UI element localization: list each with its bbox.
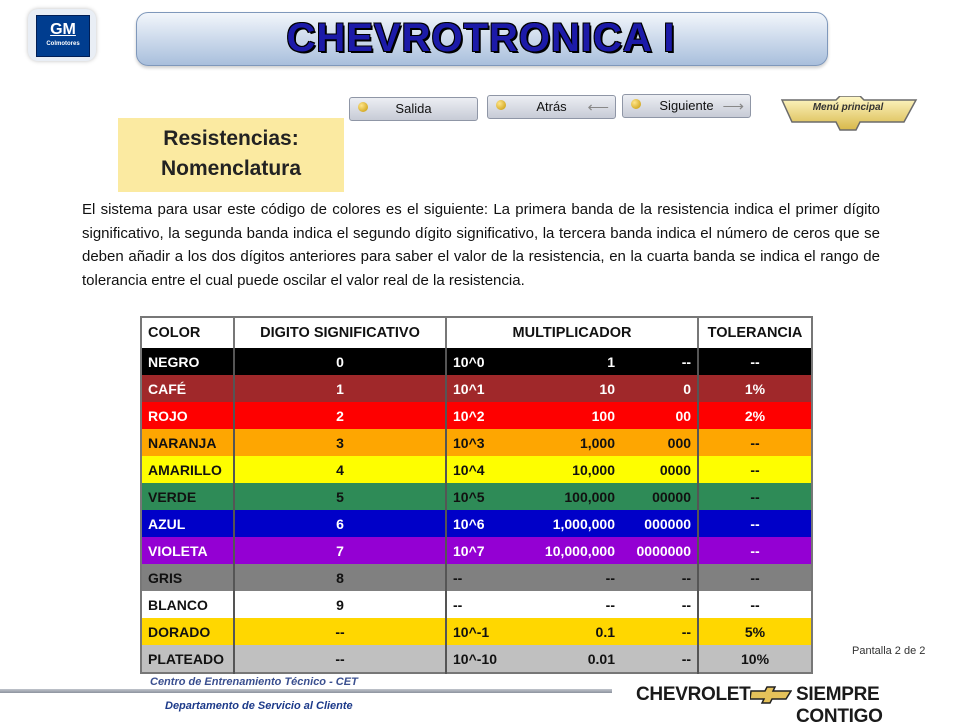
siguiente-label: Siguiente — [659, 98, 714, 113]
table-row — [141, 348, 812, 375]
cell-val: 1,000,000 — [552, 515, 615, 532]
cell-digito: -- — [234, 618, 446, 645]
table-body — [141, 348, 812, 673]
cell-color: NEGRO — [148, 353, 200, 370]
cell-tol: -- — [698, 510, 812, 537]
cell-digito: 9 — [234, 591, 446, 618]
cell-color: BLANCO — [148, 596, 208, 613]
cell-pow: 10^1 — [446, 375, 517, 402]
gm-logo-text: GM — [50, 21, 76, 38]
cell-digito: 0 — [234, 348, 446, 375]
cell-digito: 5 — [234, 483, 446, 510]
footer-departamento: Departamento de Servicio al Cliente — [165, 700, 353, 712]
cell-pow: 10^2 — [446, 402, 517, 429]
cell-digito: 8 — [234, 564, 446, 591]
table-row — [141, 591, 812, 618]
gm-logo-subtext: Colmotores — [46, 41, 80, 47]
color-code-table — [140, 316, 813, 674]
cell-zeros: -- — [681, 353, 692, 370]
cell-zeros: 00000 — [652, 488, 692, 505]
cell-pow: 10^4 — [446, 456, 517, 483]
arrow-left-icon: ⟵ — [587, 99, 609, 116]
cell-tol: 5% — [698, 618, 812, 645]
brand-left: CHEVROLET — [636, 684, 751, 705]
cell-color: VIOLETA — [148, 542, 208, 559]
cell-color: CAFÉ — [148, 380, 187, 397]
table-header-row — [141, 317, 812, 348]
cell-color: GRIS — [148, 569, 183, 586]
cell-pow: 10^-1 — [446, 618, 517, 645]
table-row — [141, 456, 812, 483]
cell-zeros: -- — [681, 650, 692, 667]
cell-zeros: -- — [681, 569, 692, 586]
section-heading — [118, 118, 344, 192]
cell-pow: 10^7 — [446, 537, 517, 564]
cell-val: 0.01 — [587, 650, 615, 667]
cell-pow: -- — [446, 591, 517, 618]
cell-tol: -- — [698, 348, 812, 375]
table-row — [141, 564, 812, 591]
cell-val: 10,000 — [572, 461, 615, 478]
cell-zeros: 0 — [683, 380, 692, 397]
footer-cet: Centro de Entrenamiento Técnico - CET — [150, 676, 358, 688]
cell-val: 100 — [591, 407, 615, 424]
footer-divider — [0, 689, 612, 693]
table-row — [141, 429, 812, 456]
cell-zeros: 000000 — [644, 515, 692, 532]
cell-digito: 3 — [234, 429, 446, 456]
atras-label: Atrás — [536, 99, 567, 114]
header-tolerancia: TOLERANCIA — [698, 317, 812, 348]
heading-line-1: Resistencias: — [163, 127, 299, 150]
atras-button[interactable] — [487, 95, 616, 119]
cell-pow: 10^5 — [446, 483, 517, 510]
header-multiplicador: MULTIPLICADOR — [446, 317, 698, 348]
cell-val: 1 — [607, 353, 615, 370]
arrow-right-icon: ⟶ — [722, 98, 744, 115]
cell-digito: 1 — [234, 375, 446, 402]
menu-principal-button[interactable] — [776, 96, 920, 132]
cell-digito: -- — [234, 645, 446, 673]
cell-val: -- — [605, 596, 615, 613]
cell-tol: 10% — [698, 645, 812, 673]
cell-val: 0.1 — [595, 623, 615, 640]
salida-button[interactable] — [349, 97, 478, 121]
header-digito: DIGITO SIGNIFICATIVO — [234, 317, 446, 348]
cell-val: -- — [605, 569, 615, 586]
page-indicator: Pantalla 2 de 2 — [852, 645, 926, 657]
cell-val: 100,000 — [564, 488, 615, 505]
cell-tol: -- — [698, 429, 812, 456]
cell-tol: 1% — [698, 375, 812, 402]
cell-digito: 2 — [234, 402, 446, 429]
cell-tol: -- — [698, 591, 812, 618]
cell-tol: -- — [698, 537, 812, 564]
table-row — [141, 402, 812, 429]
table-row — [141, 375, 812, 402]
table-row — [141, 483, 812, 510]
cell-color: VERDE — [148, 488, 197, 505]
menu-principal-label: Menú principal — [812, 102, 884, 113]
cell-tol: -- — [698, 456, 812, 483]
header-color: COLOR — [141, 317, 234, 348]
cell-zeros: 0000 — [659, 461, 692, 478]
salida-label: Salida — [395, 101, 432, 116]
heading-line-2: Nomenclatura — [160, 157, 302, 180]
description-paragraph: El sistema para usar este código de colores es el siguiente: La primera banda de la resistencia indica el primer dígito significativo, la segunda banda indica el segundo dígito significativo, la tercera banda indica el número de ceros que se deben añadir a los dos dígitos anteriores para saber el valor de la resistencia, en la cuarta banda se indica el rango de tolerancia entre el cual puede oscilar el valor real de la resistencia. — [82, 201, 880, 289]
gm-logo — [28, 9, 96, 61]
cell-color: ROJO — [148, 407, 188, 424]
cell-digito: 6 — [234, 510, 446, 537]
cell-zeros: 00 — [675, 407, 692, 424]
cell-color: PLATEADO — [148, 650, 224, 667]
cell-zeros: 0000000 — [636, 542, 692, 559]
cell-color: DORADO — [148, 623, 211, 640]
cell-color: AMARILLO — [148, 461, 222, 478]
cell-tol: -- — [698, 564, 812, 591]
page-title: CHEVROTRONICA I — [286, 16, 676, 60]
cell-color: AZUL — [148, 515, 186, 532]
chevrolet-brand — [636, 683, 952, 727]
cell-pow: 10^-10 — [446, 645, 517, 673]
cell-pow: -- — [446, 564, 517, 591]
table-row — [141, 537, 812, 564]
cell-color: NARANJA — [148, 434, 217, 451]
cell-digito: 7 — [234, 537, 446, 564]
cell-pow: 10^0 — [446, 348, 517, 375]
table-row — [141, 510, 812, 537]
brand-right: SIEMPRE CONTIGO — [796, 684, 883, 727]
siguiente-button[interactable] — [622, 94, 751, 118]
cell-val: 10,000,000 — [544, 542, 615, 559]
gm-logo-square — [36, 15, 90, 57]
cell-zeros: -- — [681, 623, 692, 640]
cell-zeros: 000 — [667, 434, 692, 451]
cell-tol: -- — [698, 483, 812, 510]
cell-pow: 10^3 — [446, 429, 517, 456]
table-row — [141, 618, 812, 645]
table-row — [141, 645, 812, 673]
cell-digito: 4 — [234, 456, 446, 483]
cell-zeros: -- — [681, 596, 692, 613]
chevrolet-bowtie-icon — [750, 685, 792, 705]
cell-tol: 2% — [698, 402, 812, 429]
cell-val: 1,000 — [579, 434, 615, 451]
cell-val: 10 — [599, 380, 615, 397]
cell-pow: 10^6 — [446, 510, 517, 537]
